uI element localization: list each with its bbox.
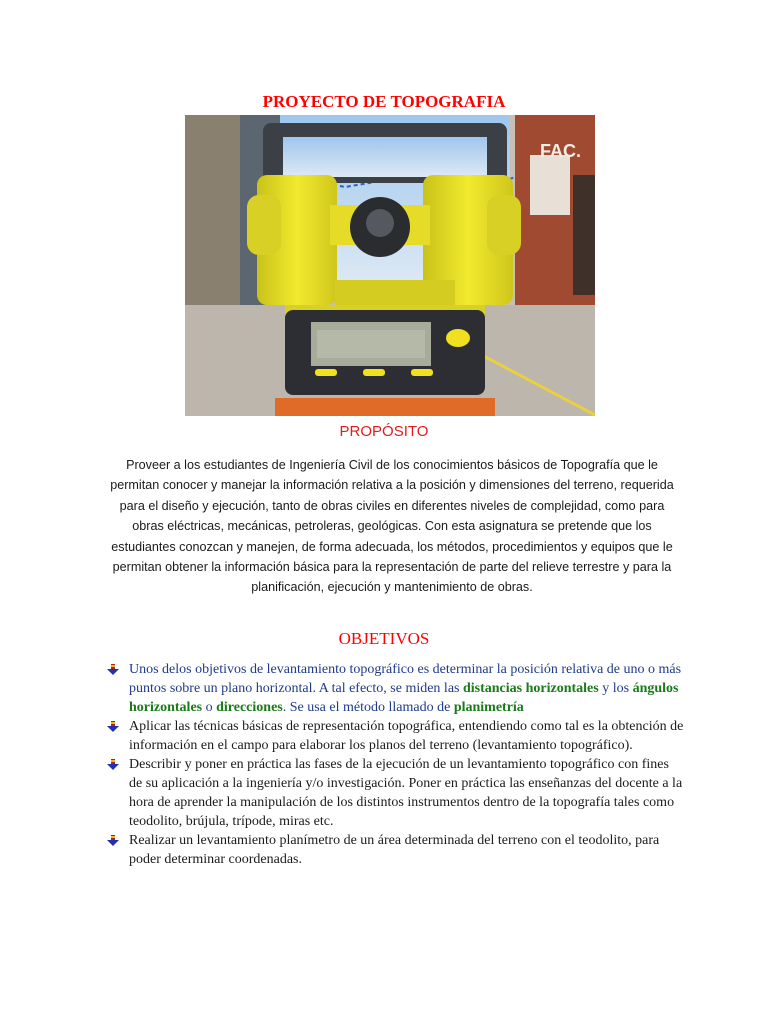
arrow-down-bullet-icon (106, 721, 120, 733)
objective-1-text-c: o (202, 700, 217, 715)
link-angulos-horizontales[interactable]: ángulos horizontales (129, 681, 679, 715)
objective-4-text: Realizar un levantamiento planímetro de un área determinada del terreno con el teodolito, para poder determinar coordenadas. (129, 833, 660, 867)
list-item (106, 717, 684, 755)
purpose-paragraph: Proveer a los estudiantes de Ingeniería Civil de los conocimientos básicos de Topografía que le permitan conocer y manejar la información relativa a la posición y dimensiones del terreno, requerida para el diseño y ejecución, tanto de obras civiles en diferentes niveles de complejidad, como para obras eléctricas, mecánicas, petroleras, geológicas. Con esta asignatura se pretende que los estudiantes conozcan y manejen, de forma adecuada, los métodos, procedimientos y equipos que le permitan obtener la información básica para la representación de parte del relieve terrestre y para la planificación, ejecución y mantenimiento de obras. (110, 458, 674, 595)
link-direcciones[interactable]: direcciones (216, 700, 283, 715)
list-item (106, 660, 684, 717)
list-item (106, 755, 684, 831)
objective-1-text-b: y los (598, 681, 633, 696)
objectives-list (106, 660, 684, 869)
link-distancias-horizontales[interactable]: distancias horizontales (462, 681, 599, 696)
arrow-down-bullet-icon (106, 759, 120, 771)
objective-2-text: Aplicar las técnicas básicas de representación topográfica, entendiendo como tal es la obtención de información en el campo para elaborar los planos del terreno (levantamiento topográfico). (129, 719, 684, 753)
objectives-heading: OBJETIVOS (338, 629, 430, 648)
arrow-down-bullet-icon (106, 664, 120, 676)
faculty-sign (540, 141, 581, 161)
page-title: PROYECTO DE TOPOGRAFIA (262, 92, 506, 111)
sign-text: FAC. (540, 141, 582, 161)
objective-1-text-a: Unos delos objetivos de levantamiento topográfico es determinar la posición relativa de uno o más puntos sobre un plano horizontal. A tal efecto, se miden las (129, 662, 682, 696)
arrow-down-bullet-icon (106, 835, 120, 847)
objective-1-text-d: . Se usa el método llamado de (282, 700, 454, 715)
objective-3-text: Describir y poner en práctica las fases de la ejecución de un levantamiento topográfico con fines de su aplicación a la ingeniería y/o investigación. Poner en práctica las enseñanzas del docente a la hora de aprender la manipulación de los distintos instrumentos dentro de la topografía tales como teodolito, brújula, trípode, miras etc. (129, 757, 683, 829)
list-item (106, 831, 684, 869)
theodolite-photo (185, 115, 595, 416)
link-planimetria[interactable]: planimetría (453, 700, 524, 715)
purpose-heading: PROPÓSITO (339, 423, 429, 440)
